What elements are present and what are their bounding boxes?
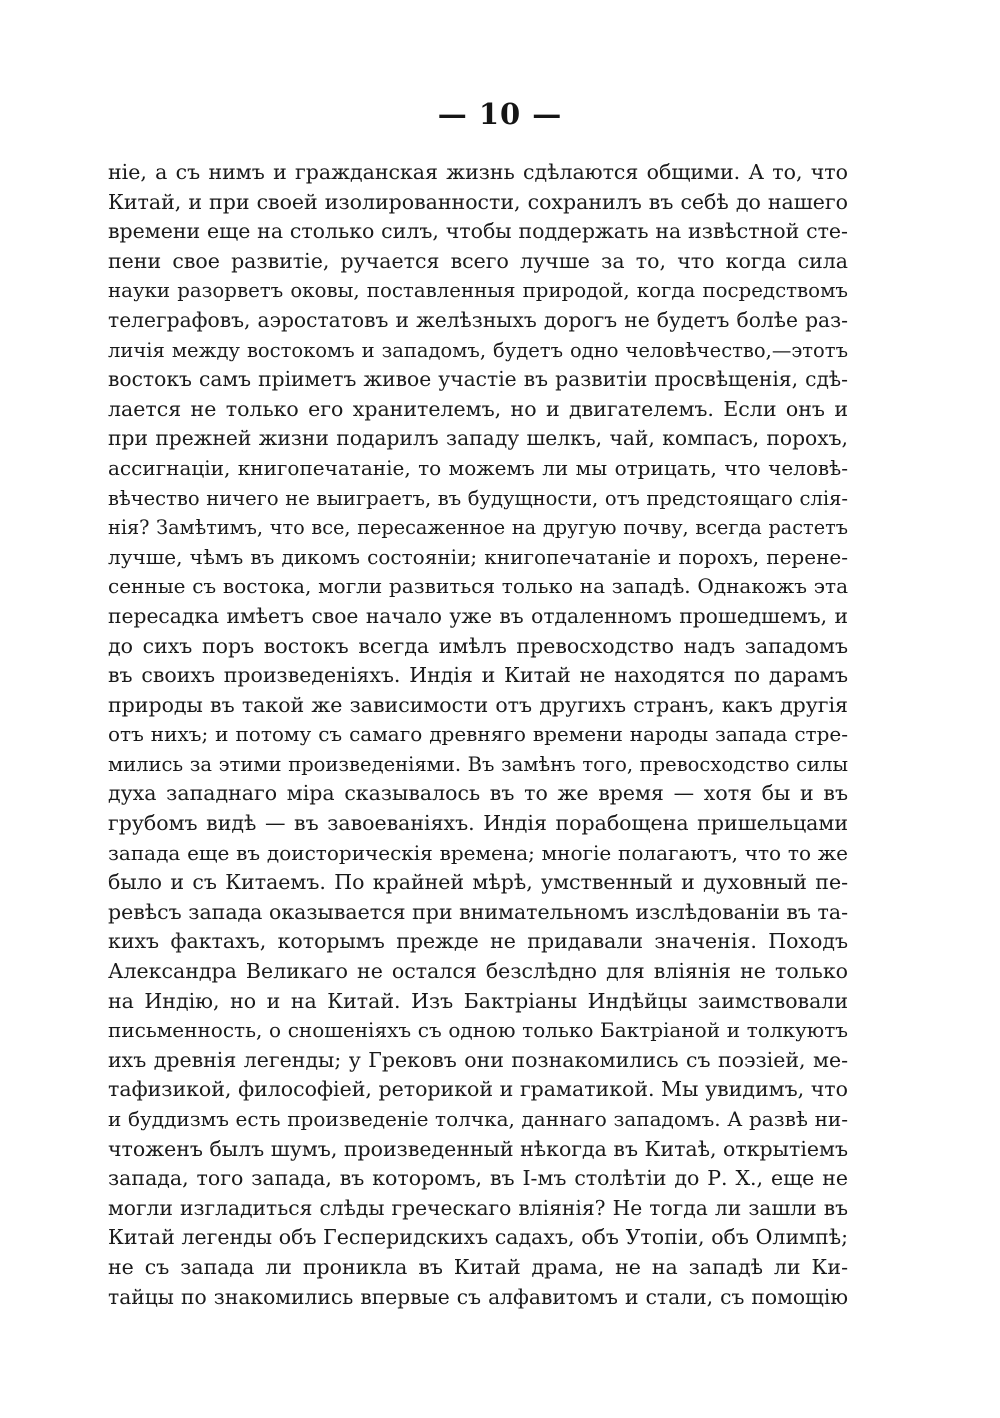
text-line: на Индію, но и на Китай. Изъ Бактріаны Индѣйцы заимствовали: [108, 988, 848, 1013]
text-line: въ своихъ произведеніяхъ. Индія и Китай не находятся по дарамъ: [108, 663, 848, 688]
text-line: телеграфовъ, аэростатовъ и желѣзныхъ дорогъ не будетъ болѣе раз-: [108, 307, 848, 332]
text-line: тайцы по знакомились впервые съ алфавитомъ и стали, съ помощію: [108, 1284, 848, 1309]
text-line: пересадка имѣетъ свое начало уже въ отдаленномъ прошедшемъ, и: [108, 603, 848, 628]
text-line: Китай легенды объ Гесперидскихъ садахъ, объ Утопіи, объ Олимпѣ;: [108, 1225, 848, 1250]
text-line: востокъ самъ пріиметъ живое участіе въ развитіи просвѣщенія, сдѣ-: [108, 367, 848, 392]
text-line: ихъ древнія легенды; у Грековъ они познакомились съ поэзіей, ме-: [108, 1047, 848, 1072]
text-line: времени еще на столько силъ, чтобы поддержать на извѣстной сте-: [108, 219, 848, 244]
text-line: запада еще въ доисторическія времена; многіе полагаютъ, что то же: [108, 840, 848, 865]
text-line: ніе, а съ нимъ и гражданская жизнь сдѣлаются общими. А то, что: [108, 160, 848, 184]
text-line: личія между востокомъ и западомъ, будетъ одно человѣчество,—этотъ: [108, 338, 848, 362]
text-line: Александра Великаго не остался безслѣдно для вліянія не только: [108, 959, 848, 984]
text-line: пени свое развитіе, ручается всего лучше за то, что когда сила: [108, 248, 848, 273]
text-line: Китай, и при своей изолированности, сохранилъ въ себѣ до нашего: [108, 189, 848, 214]
text-line: духа западнаго міра сказывалось въ то же время — хотя бы и въ: [108, 781, 848, 806]
text-line: мились за этими произведеніями. Въ замѣнъ того, превосходство силы: [108, 752, 848, 776]
text-line: науки разорветъ оковы, поставленныя природой, когда посредствомъ: [108, 279, 848, 303]
text-line: природы въ такой же зависимости отъ другихъ странъ, какъ другія: [108, 692, 848, 717]
text-line: кихъ фактахъ, которымъ прежде не придавали значенія. Походъ: [108, 929, 848, 954]
text-line: и буддизмъ есть произведеніе толчка, даннаго западомъ. А развѣ ни-: [108, 1107, 848, 1131]
text-line: было и съ Китаемъ. По крайней мѣрѣ, умственный и духовный пе-: [108, 870, 848, 895]
text-line: не съ запада ли проникла въ Китай драма, не на западѣ ли Ки-: [108, 1254, 848, 1279]
text-line: запада, того запада, въ которомъ, въ І-мъ столѣтіи до Р. Х., еще не: [108, 1166, 848, 1191]
text-line: письменность, о сношеніяхъ съ одною только Бактріаной и толкуютъ: [108, 1018, 848, 1043]
text-line: лается не только его хранителемъ, но и двигателемъ. Если онъ и: [108, 396, 848, 421]
text-line: отъ нихъ; и потому съ самаго древняго времени народы запада стре-: [108, 722, 848, 747]
text-line: сенные съ востока, могли развиться только на западѣ. Однакожъ эта: [108, 574, 848, 599]
text-line: тафизикой, философіей, реторикой и граматикой. Мы увидимъ, что: [108, 1077, 848, 1102]
text-line: грубомъ видѣ — въ завоеваніяхъ. Индія порабощена пришельцами: [108, 811, 848, 836]
text-line: при прежней жизни подарилъ западу шелкъ, чай, компасъ, порохъ,: [108, 426, 848, 451]
body-text: [108, 158, 848, 1312]
text-line: до сихъ поръ востокъ всегда имѣлъ превосходство надъ западомъ: [108, 633, 848, 658]
text-line: ревѣсъ запада оказывается при внимательномъ изслѣдованіи въ та-: [108, 899, 848, 924]
text-line: могли изгладиться слѣды греческаго вліянія? Не тогда ли зашли въ: [108, 1195, 848, 1220]
text-line: ассигнаціи, книгопечатаніе, то можемъ ли мы отрицать, что человѣ-: [108, 455, 848, 480]
page-number: — 10 —: [437, 97, 563, 131]
text-line: лучше, чѣмъ въ дикомъ состояніи; книгопечатаніе и порохъ, перене-: [108, 544, 848, 569]
text-line: вѣчество ничего не выиграетъ, въ будущности, отъ предстоящаго слія-: [108, 486, 848, 510]
text-line: чтоженъ былъ шумъ, произведенный нѣкогда въ Китаѣ, открытіемъ: [108, 1136, 848, 1161]
text-line: нія? Замѣтимъ, что все, пересаженное на другую почву, всегда растетъ: [108, 516, 848, 540]
